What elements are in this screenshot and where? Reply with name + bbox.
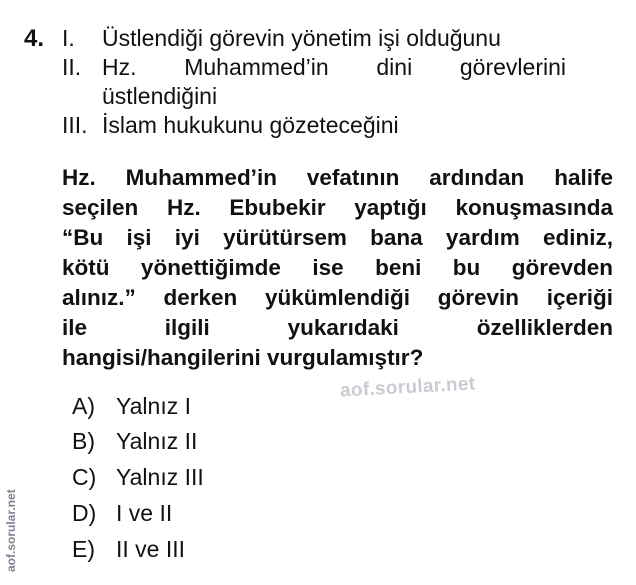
question-stem: [62, 163, 613, 373]
option-a[interactable]: [72, 392, 191, 420]
premise-roman: II.: [62, 54, 82, 80]
premise-roman: I.: [62, 25, 75, 51]
premise-text: İslam hukukunu gözeteceğini: [102, 112, 399, 138]
option-letter: C): [72, 464, 97, 490]
option-letter: D): [72, 500, 97, 526]
watermark-text: aof.sorular.net: [339, 373, 476, 402]
option-text: Yalnız II: [116, 428, 198, 454]
stem-line: kötü yönettiğimde ise beni bu görevden: [62, 255, 613, 280]
premise-ii: [62, 53, 566, 81]
option-d[interactable]: [72, 499, 172, 527]
option-letter: E): [72, 536, 95, 562]
option-c[interactable]: [72, 463, 204, 491]
stem-line: seçilen Hz. Ebubekir yaptığı konuşmasında: [62, 195, 613, 220]
premise-text: Üstlendiği görevin yönetim işi olduğunu: [102, 25, 501, 51]
stem-line: alınız.” derken yükümlendiği görevin içeriği: [62, 285, 613, 310]
premise-iii: [62, 111, 566, 139]
option-text: II ve III: [116, 536, 186, 562]
option-text: Yalnız III: [116, 464, 204, 490]
stem-line: hangisi/hangilerini vurgulamıştır?: [62, 345, 424, 370]
option-e[interactable]: [72, 535, 185, 563]
side-watermark-text: aof.sorular.net: [4, 489, 18, 572]
option-b[interactable]: [72, 427, 197, 455]
option-letter: B): [72, 428, 95, 454]
option-text: I ve II: [116, 500, 173, 526]
premise-roman: III.: [62, 112, 88, 138]
option-letter: A): [72, 393, 95, 419]
question-number: 4.: [24, 25, 45, 52]
stem-line: ile ilgili yukarıdaki özelliklerden: [62, 315, 613, 340]
premise-text-continuation: üstlendiğini: [102, 83, 218, 109]
premise-text: Hz. Muhammed’in dini görevlerini: [102, 54, 566, 80]
option-text: Yalnız I: [116, 393, 191, 419]
stem-line: Hz. Muhammed’in vefatının ardından halife: [62, 165, 613, 190]
stem-line: “Bu işi iyi yürütürsem bana yardım ediniz,: [62, 225, 613, 250]
premise-ii-continuation: [102, 82, 566, 110]
premise-i: [62, 24, 566, 52]
